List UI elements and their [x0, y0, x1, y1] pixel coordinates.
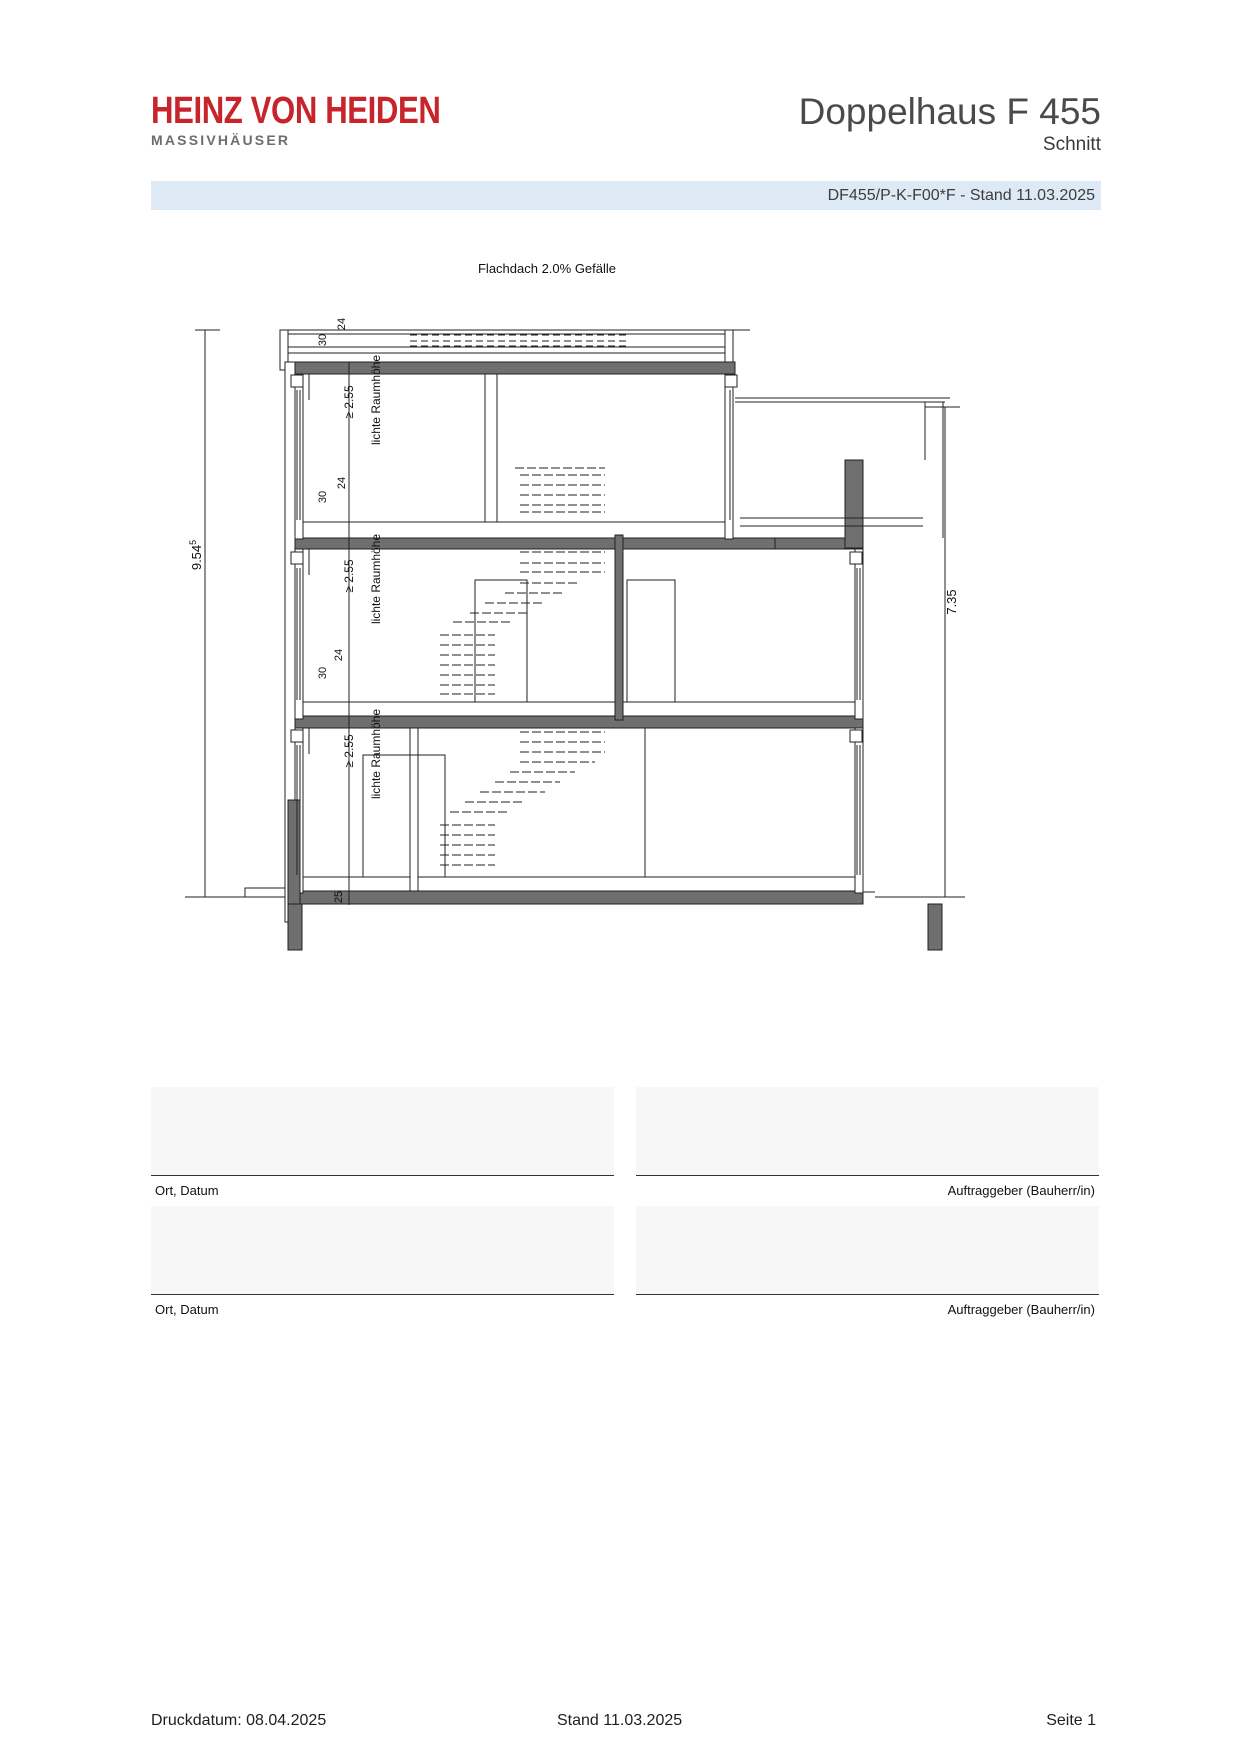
document-title-block	[799, 90, 1101, 156]
sill-height-middle: 30	[317, 490, 329, 504]
room-height-ground: ≥ 2.55	[342, 734, 356, 768]
signature-place-date-box-1[interactable]	[151, 1087, 614, 1176]
total-height-superscript: 5	[188, 539, 198, 545]
slab-thickness-middle: 24	[336, 476, 348, 490]
page-number: Seite 1	[1046, 1712, 1096, 1729]
stand-date: Stand 11.03.2025	[557, 1712, 683, 1729]
sill-height-ground: 30	[317, 666, 329, 680]
signature-client-box-1[interactable]	[636, 1087, 1099, 1176]
total-height-value: 9.54	[189, 544, 204, 571]
signature-place-date-box-2[interactable]	[151, 1206, 614, 1295]
place-date-label-2: Ort, Datum	[155, 1302, 219, 1317]
roof-label: Flachdach 2.0% Gefälle	[477, 261, 617, 276]
sill-height-top: 30	[317, 333, 329, 347]
base-slab-thickness: 25	[333, 890, 345, 904]
document-title: Doppelhaus F 455	[798, 91, 1101, 132]
section-drawing	[185, 261, 985, 960]
terrace-height-dimension: 7.35	[944, 589, 959, 615]
room-height-middle: ≥ 2.55	[342, 559, 356, 593]
room-label-ground: lichte Raumhöhe	[369, 708, 383, 800]
document-subtitle: Schnitt	[1042, 134, 1101, 155]
signature-client-box-2[interactable]	[636, 1206, 1099, 1295]
total-height-dimension	[188, 540, 204, 570]
staircase	[440, 468, 605, 865]
client-label-2: Auftraggeber (Bauherr/in)	[947, 1302, 1095, 1317]
print-date: Druckdatum: 08.04.2025	[151, 1712, 327, 1729]
slab-thickness-ground: 24	[333, 648, 345, 662]
logo-subtitle: MASSIVHÄUSER	[151, 132, 291, 148]
client-label-1: Auftraggeber (Bauherr/in)	[947, 1183, 1095, 1198]
slab-thickness-top: 24	[336, 317, 348, 331]
reference-number: DF455/P-K-F00*F - Stand 11.03.2025	[827, 187, 1095, 204]
logo-brand: HEINZ VON HEIDEN	[151, 90, 441, 132]
room-label-middle: lichte Raumhöhe	[369, 533, 383, 625]
room-label-top: lichte Raumhöhe	[369, 354, 383, 446]
place-date-label-1: Ort, Datum	[155, 1183, 219, 1198]
company-logo	[151, 90, 441, 154]
room-height-top: ≥ 2.55	[342, 385, 356, 419]
reference-bar	[151, 181, 1101, 210]
